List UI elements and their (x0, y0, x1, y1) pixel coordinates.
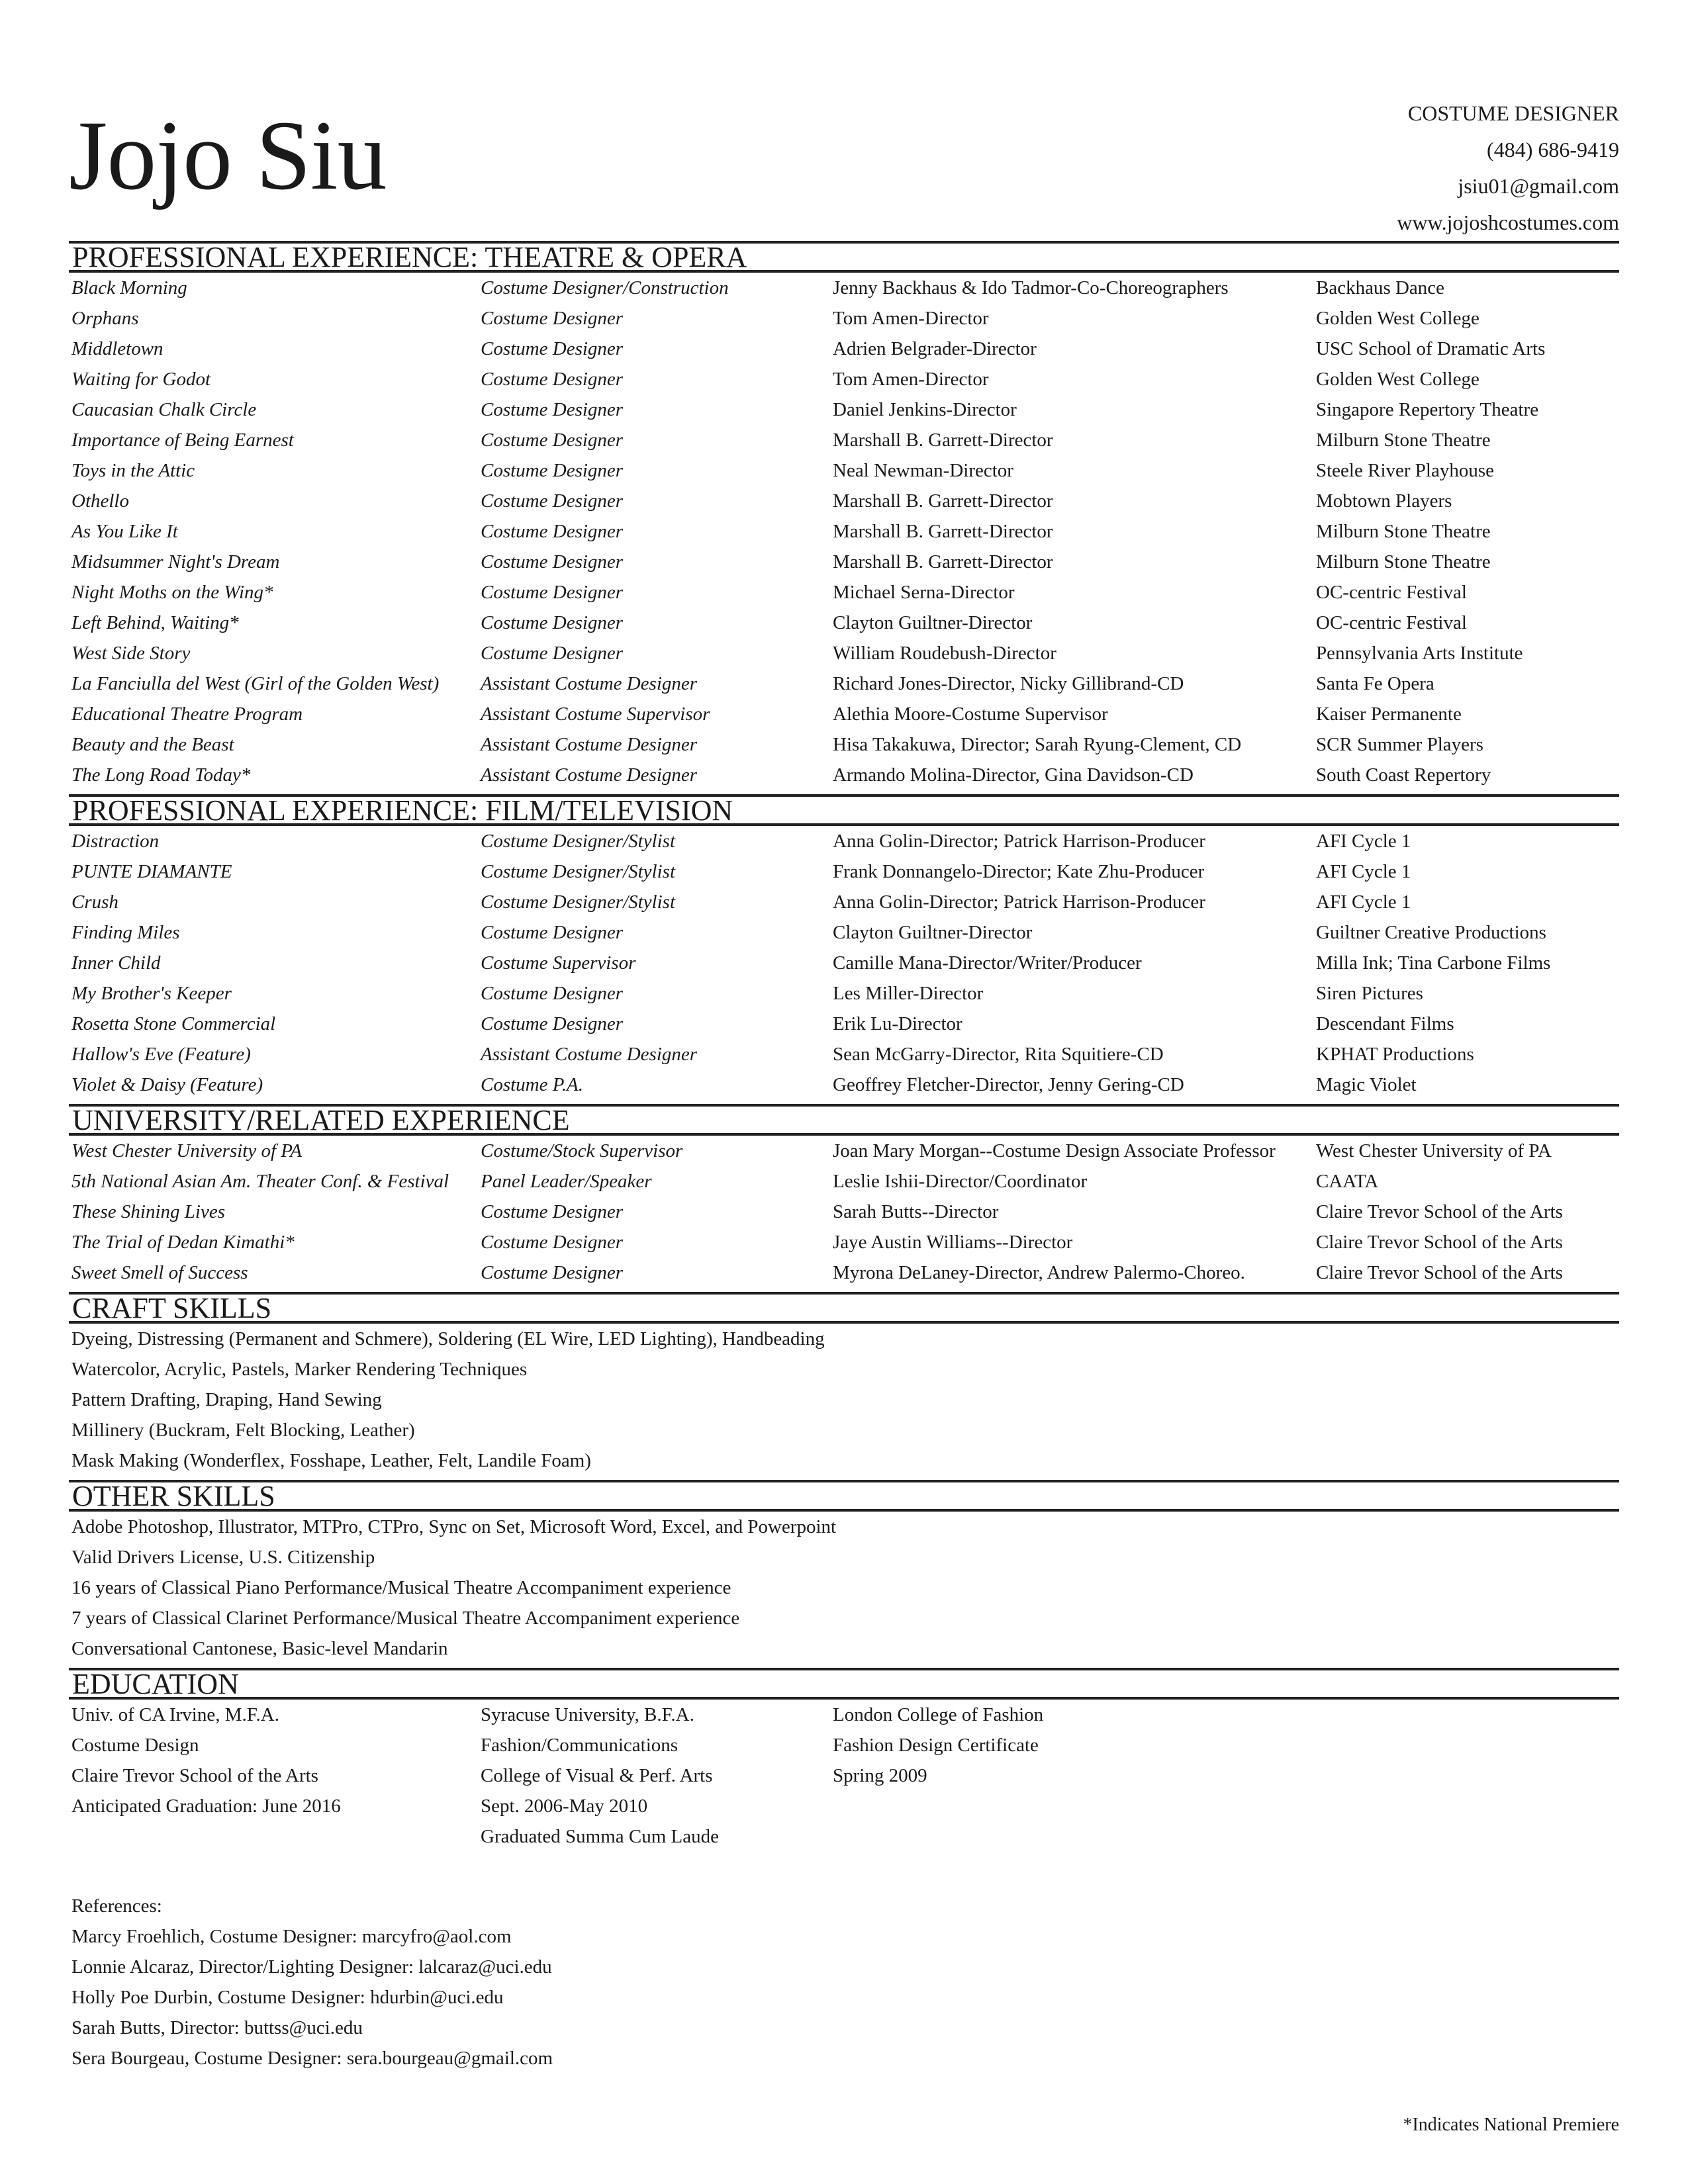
table-row (69, 729, 1619, 760)
role: Assistant Costume Designer (481, 672, 698, 694)
collaborators: Camille Mana-Director/Writer/Producer (833, 952, 1142, 974)
company: Milla Ink; Tina Carbone Films (1316, 952, 1551, 974)
table-row (69, 668, 1619, 699)
list-item: Fashion Design Certificate (833, 1735, 1039, 1756)
role: Costume Designer/Stylist (481, 860, 676, 882)
website-url: www.jojoshcostumes.com (1397, 210, 1619, 234)
film-rows (69, 826, 1619, 1100)
company: Santa Fe Opera (1316, 672, 1434, 694)
role: Panel Leader/Speaker (481, 1170, 652, 1192)
list-item: Watercolor, Acrylic, Pastels, Marker Rendering Techniques (71, 1359, 528, 1380)
university-rows (69, 1136, 1619, 1288)
company: Milburn Stone Theatre (1316, 551, 1491, 572)
role: Costume Designer (481, 1013, 624, 1034)
table-row (69, 1069, 1619, 1100)
production-title: Distraction (71, 830, 160, 852)
collaborators: Joan Mary Morgan--Costume Design Associate Professor (833, 1140, 1276, 1161)
list-item: Costume Design (71, 1735, 199, 1756)
collaborators: Tom Amen-Director (833, 368, 989, 390)
table-row (69, 273, 1619, 303)
role: Costume P.A. (481, 1073, 583, 1095)
production-title: Toys in the Attic (71, 459, 195, 481)
production-title: Caucasian Chalk Circle (71, 398, 257, 420)
collaborators: Armando Molina-Director, Gina Davidson-CD (833, 764, 1194, 786)
production-title: Midsummer Night's Dream (71, 551, 280, 572)
section-other (69, 1480, 1619, 1512)
collaborators: Marshall B. Garrett-Director (833, 520, 1053, 542)
collaborators: Alethia Moore-Costume Supervisor (833, 703, 1108, 725)
list-item: Syracuse University, B.F.A. (481, 1704, 694, 1725)
resume-body (69, 237, 1619, 1852)
other-lines (69, 1512, 1619, 1664)
section-heading: PROFESSIONAL EXPERIENCE: FILM/TELEVISION (72, 794, 733, 827)
company: South Coast Repertory (1316, 764, 1491, 786)
list-item: Spring 2009 (833, 1765, 927, 1786)
collaborators: Clayton Guiltner-Director (833, 612, 1033, 633)
collaborators: Adrien Belgrader-Director (833, 338, 1037, 359)
references (71, 1891, 553, 2073)
role: Costume Designer/Construction (481, 277, 729, 298)
role: Costume Designer (481, 429, 624, 451)
list-item: College of Visual & Perf. Arts (481, 1765, 713, 1786)
list-item: Fashion/Communications (481, 1735, 679, 1756)
production-title: These Shining Lives (71, 1201, 225, 1222)
table-row (69, 577, 1619, 608)
collaborators: Frank Donnangelo-Director; Kate Zhu-Producer (833, 860, 1205, 882)
table-row (69, 1166, 1619, 1197)
role: Assistant Costume Designer (481, 733, 698, 755)
production-title: The Long Road Today* (71, 764, 251, 786)
company: USC School of Dramatic Arts (1316, 338, 1546, 359)
table-row (69, 699, 1619, 729)
production-title: West Chester University of PA (71, 1140, 302, 1161)
production-title: Inner Child (71, 952, 161, 974)
collaborators: Sean McGarry-Director, Rita Squitiere-CD (833, 1043, 1164, 1065)
company: Milburn Stone Theatre (1316, 520, 1491, 542)
role: Assistant Costume Designer (481, 764, 698, 786)
role: Assistant Costume Designer (481, 1043, 698, 1065)
collaborators: Erik Lu-Director (833, 1013, 962, 1034)
collaborators: Daniel Jenkins-Director (833, 398, 1017, 420)
production-title: Black Morning (71, 277, 187, 298)
references-heading: References: (71, 1895, 162, 1917)
list-item: Lonnie Alcaraz, Director/Lighting Designer: lalcaraz@uci.edu (71, 1956, 552, 1978)
section-heading: EDUCATION (72, 1668, 239, 1700)
production-title: As You Like It (71, 520, 178, 542)
job-title: COSTUME DESIGNER (1407, 101, 1619, 125)
company: OC-centric Festival (1316, 581, 1467, 603)
role: Costume Supervisor (481, 952, 636, 974)
list-item: Sept. 2006-May 2010 (481, 1796, 648, 1817)
table-row (69, 826, 1619, 856)
section-craft (69, 1292, 1619, 1324)
table-row (69, 760, 1619, 790)
table-row (69, 978, 1619, 1009)
education-column (833, 1700, 1316, 1852)
company: CAATA (1316, 1170, 1379, 1192)
role: Costume Designer (481, 1261, 624, 1283)
role: Costume Designer (481, 921, 624, 943)
company: Steele River Playhouse (1316, 459, 1495, 481)
collaborators: William Roudebush-Director (833, 642, 1056, 664)
table-row (69, 1197, 1619, 1227)
craft-lines (69, 1324, 1619, 1476)
role: Costume/Stock Supervisor (481, 1140, 683, 1161)
company: Magic Violet (1316, 1073, 1417, 1095)
table-row (69, 486, 1619, 516)
table-row (69, 887, 1619, 917)
production-title: Middletown (71, 338, 164, 359)
table-row (69, 608, 1619, 638)
table-row (69, 1039, 1619, 1069)
education-grid (69, 1700, 1619, 1852)
role: Costume Designer (481, 551, 624, 572)
contact-block (1397, 95, 1619, 241)
production-title: Crush (71, 891, 118, 913)
production-title: My Brother's Keeper (71, 982, 232, 1004)
section-university (69, 1104, 1619, 1136)
company: Mobtown Players (1316, 490, 1452, 512)
production-title: Left Behind, Waiting* (71, 612, 239, 633)
production-title: Finding Miles (71, 921, 180, 943)
list-item: Claire Trevor School of the Arts (71, 1765, 318, 1786)
collaborators: Tom Amen-Director (833, 307, 989, 329)
company: Pennsylvania Arts Institute (1316, 642, 1523, 664)
list-item: 16 years of Classical Piano Performance/Musical Theatre Accompaniment experience (71, 1577, 731, 1598)
list-item: Marcy Froehlich, Costume Designer: marcyfro@aol.com (71, 1926, 512, 1947)
collaborators: Richard Jones-Director, Nicky Gillibrand-CD (833, 672, 1184, 694)
production-title: The Trial of Dedan Kimathi* (71, 1231, 295, 1253)
production-title: La Fanciulla del West (Girl of the Golden West) (71, 672, 440, 694)
company: Guiltner Creative Productions (1316, 921, 1546, 943)
list-item: Pattern Drafting, Draping, Hand Sewing (71, 1389, 382, 1410)
company: KPHAT Productions (1316, 1043, 1474, 1065)
list-item: Valid Drivers License, U.S. Citizenship (71, 1547, 375, 1568)
collaborators: Marshall B. Garrett-Director (833, 429, 1053, 451)
company: AFI Cycle 1 (1316, 830, 1411, 852)
production-title: Importance of Being Earnest (71, 429, 294, 451)
table-row (69, 1009, 1619, 1039)
company: AFI Cycle 1 (1316, 860, 1411, 882)
role: Costume Designer (481, 459, 624, 481)
role: Costume Designer (481, 1201, 624, 1222)
company: Claire Trevor School of the Arts (1316, 1261, 1563, 1283)
production-title: PUNTE DIAMANTE (71, 860, 232, 882)
list-item: Adobe Photoshop, Illustrator, MTPro, CTPro, Sync on Set, Microsoft Word, Excel, and Powerpoint (71, 1516, 837, 1537)
list-item: London College of Fashion (833, 1704, 1044, 1725)
company: Descendant Films (1316, 1013, 1454, 1034)
collaborators: Sarah Butts--Director (833, 1201, 999, 1222)
theatre-rows (69, 273, 1619, 790)
production-title: Orphans (71, 307, 139, 329)
collaborators: Neal Newman-Director (833, 459, 1013, 481)
education-column (71, 1700, 481, 1852)
list-item: Graduated Summa Cum Laude (481, 1826, 719, 1847)
production-title: Beauty and the Beast (71, 733, 234, 755)
role: Costume Designer (481, 612, 624, 633)
role: Costume Designer (481, 520, 624, 542)
collaborators: Michael Serna-Director (833, 581, 1015, 603)
company: AFI Cycle 1 (1316, 891, 1411, 913)
role: Costume Designer (481, 338, 624, 359)
education-column (481, 1700, 833, 1852)
production-title: 5th National Asian Am. Theater Conf. & Festival (71, 1170, 449, 1192)
table-row (69, 303, 1619, 334)
role: Costume Designer (481, 368, 624, 390)
production-title: Hallow's Eve (Feature) (71, 1043, 251, 1065)
collaborators: Marshall B. Garrett-Director (833, 551, 1053, 572)
list-item: Holly Poe Durbin, Costume Designer: hdurbin@uci.edu (71, 1987, 504, 2008)
collaborators: Leslie Ishii-Director/Coordinator (833, 1170, 1088, 1192)
role: Costume Designer/Stylist (481, 891, 676, 913)
role: Costume Designer (481, 490, 624, 512)
collaborators: Jaye Austin Williams--Director (833, 1231, 1073, 1253)
role: Costume Designer/Stylist (481, 830, 676, 852)
table-row (69, 547, 1619, 577)
table-row (69, 948, 1619, 978)
company: Golden West College (1316, 307, 1479, 329)
collaborators: Hisa Takakuwa, Director; Sarah Ryung-Clement, CD (833, 733, 1242, 755)
production-title: Othello (71, 490, 129, 512)
table-row (69, 364, 1619, 394)
table-row (69, 917, 1619, 948)
role: Costume Designer (481, 982, 624, 1004)
role: Assistant Costume Supervisor (481, 703, 710, 725)
table-row (69, 856, 1619, 887)
section-theatre (69, 241, 1619, 273)
section-film (69, 794, 1619, 826)
footnote: *Indicates National Premiere (1403, 2115, 1619, 2135)
production-title: Violet & Daisy (Feature) (71, 1073, 263, 1095)
role: Costume Designer (481, 1231, 624, 1253)
resume-name: Jojo Siu (69, 101, 387, 210)
role: Costume Designer (481, 307, 624, 329)
production-title: Educational Theatre Program (71, 703, 303, 725)
collaborators: Les Miller-Director (833, 982, 984, 1004)
list-item: Sarah Butts, Director: buttss@uci.edu (71, 2017, 363, 2038)
list-item: Millinery (Buckram, Felt Blocking, Leather) (71, 1420, 415, 1441)
section-heading: UNIVERSITY/RELATED EXPERIENCE (72, 1104, 570, 1136)
company: SCR Summer Players (1316, 733, 1483, 755)
list-item: Univ. of CA Irvine, M.F.A. (71, 1704, 279, 1725)
company: Backhaus Dance (1316, 277, 1445, 298)
collaborators: Jenny Backhaus & Ido Tadmor-Co-Choreographers (833, 277, 1229, 298)
role: Costume Designer (481, 581, 624, 603)
email-address: jsiu01@gmail.com (1458, 174, 1619, 198)
production-title: Night Moths on the Wing* (71, 581, 273, 603)
production-title: West Side Story (71, 642, 191, 664)
production-title: Waiting for Godot (71, 368, 211, 390)
collaborators: Clayton Guiltner-Director (833, 921, 1033, 943)
table-row (69, 334, 1619, 364)
list-item: Dyeing, Distressing (Permanent and Schmere), Soldering (EL Wire, LED Lighting), Handbeading (71, 1328, 825, 1349)
section-heading: PROFESSIONAL EXPERIENCE: THEATRE & OPERA (72, 241, 747, 273)
production-title: Sweet Smell of Success (71, 1261, 248, 1283)
production-title: Rosetta Stone Commercial (71, 1013, 276, 1034)
company: Siren Pictures (1316, 982, 1423, 1004)
collaborators: Anna Golin-Director; Patrick Harrison-Producer (833, 891, 1205, 913)
phone-number: (484) 686-9419 (1487, 138, 1619, 161)
table-row (69, 455, 1619, 486)
section-heading: CRAFT SKILLS (72, 1292, 272, 1324)
table-row (69, 1136, 1619, 1166)
table-row (69, 394, 1619, 425)
collaborators: Myrona DeLaney-Director, Andrew Palermo-Choreo. (833, 1261, 1245, 1283)
collaborators: Marshall B. Garrett-Director (833, 490, 1053, 512)
table-row (69, 638, 1619, 668)
collaborators: Anna Golin-Director; Patrick Harrison-Producer (833, 830, 1205, 852)
list-item: Mask Making (Wonderflex, Fosshape, Leather, Felt, Landile Foam) (71, 1450, 591, 1471)
company: Claire Trevor School of the Arts (1316, 1201, 1563, 1222)
list-item: Sera Bourgeau, Costume Designer: sera.bourgeau@gmail.com (71, 2048, 553, 2069)
company: Golden West College (1316, 368, 1479, 390)
table-row (69, 1257, 1619, 1288)
references-list (71, 1921, 553, 2073)
table-row (69, 1227, 1619, 1257)
section-heading: OTHER SKILLS (72, 1480, 275, 1512)
company: Kaiser Permanente (1316, 703, 1462, 725)
table-row (69, 516, 1619, 547)
company: Singapore Repertory Theatre (1316, 398, 1539, 420)
collaborators: Geoffrey Fletcher-Director, Jenny Gering-CD (833, 1073, 1184, 1095)
role: Costume Designer (481, 398, 624, 420)
list-item: Conversational Cantonese, Basic-level Mandarin (71, 1638, 448, 1659)
list-item: 7 years of Classical Clarinet Performance/Musical Theatre Accompaniment experience (71, 1608, 740, 1629)
table-row (69, 425, 1619, 455)
company: Claire Trevor School of the Arts (1316, 1231, 1563, 1253)
list-item: Anticipated Graduation: June 2016 (71, 1796, 341, 1817)
company: West Chester University of PA (1316, 1140, 1552, 1161)
company: OC-centric Festival (1316, 612, 1467, 633)
company: Milburn Stone Theatre (1316, 429, 1491, 451)
role: Costume Designer (481, 642, 624, 664)
section-education (69, 1668, 1619, 1700)
